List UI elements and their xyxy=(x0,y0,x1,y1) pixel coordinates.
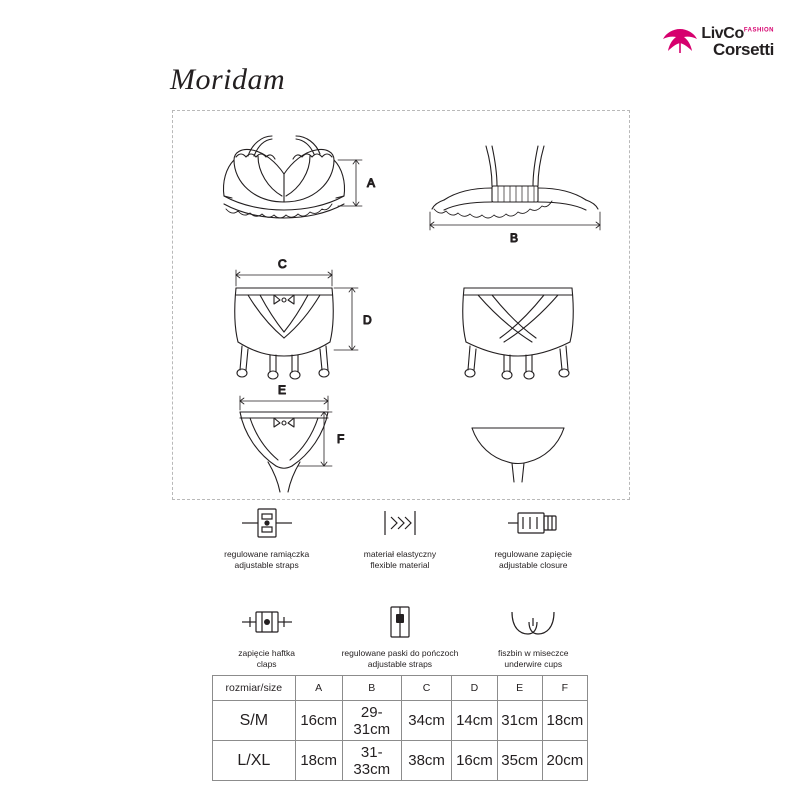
size-label: L/XL xyxy=(213,741,296,781)
bra-back-view xyxy=(432,146,598,218)
table-cell: 34cm xyxy=(401,701,451,741)
feature-caption: regulowane zapięcie adjustable closure xyxy=(494,549,572,571)
thong-back-view xyxy=(472,428,564,482)
table-cell: 18cm xyxy=(542,701,587,741)
product-title: Moridam xyxy=(170,63,286,96)
feature-caption: regulowane ramiączka adjustable straps xyxy=(224,549,310,571)
table-header-cell: D xyxy=(452,676,497,701)
feature-clasps xyxy=(200,602,333,671)
table-cell: 16cm xyxy=(295,701,342,741)
table-cell: 18cm xyxy=(295,741,342,781)
table-cell: 16cm xyxy=(452,741,497,781)
feature-caption: materiał elastyczny flexible material xyxy=(363,549,437,571)
table-header-cell: rozmiar/size xyxy=(213,676,296,701)
bra-front-view xyxy=(223,136,344,218)
size-table xyxy=(212,675,588,781)
feature-caption: regulowane paski do pończoch adjustable straps xyxy=(341,647,459,670)
adjustable-garter-straps-icon xyxy=(371,602,429,642)
features-section xyxy=(200,503,600,671)
features-row-2 xyxy=(200,602,600,671)
feature-caption: zapięcie haftka claps xyxy=(238,647,295,670)
clasps-icon xyxy=(238,602,296,642)
feature-adjustable-closure xyxy=(467,503,600,572)
thong-front-view xyxy=(240,412,328,492)
dimension-label-d: D xyxy=(363,313,372,327)
dimension-label-a: A xyxy=(367,176,376,190)
feature-flexible-material xyxy=(333,503,466,572)
brand-superscript: FASHION xyxy=(743,27,774,34)
table-cell: 14cm xyxy=(452,701,497,741)
product-diagrams xyxy=(172,110,628,498)
feature-adjustable-straps xyxy=(200,503,333,572)
feature-underwire-cups xyxy=(467,602,600,671)
table-header-cell: C xyxy=(401,676,451,701)
table-cell: 35cm xyxy=(497,741,542,781)
table-row xyxy=(213,741,588,781)
table-row xyxy=(213,701,588,741)
table-header-row xyxy=(213,676,588,701)
garter-belt-front-view xyxy=(235,288,334,379)
adjustable-straps-icon xyxy=(238,503,296,543)
table-header-cell: B xyxy=(342,676,401,701)
table-header-cell: E xyxy=(497,676,542,701)
underwire-cups-icon xyxy=(504,602,562,642)
features-row-1 xyxy=(200,503,600,572)
table-cell: 31-33cm xyxy=(342,741,401,781)
adjustable-closure-icon xyxy=(504,503,562,543)
feature-caption: fiszbin w miseczce underwire cups xyxy=(498,647,569,670)
table-cell: 38cm xyxy=(401,741,451,781)
dimension-label-f: F xyxy=(337,432,345,446)
table-header-cell: A xyxy=(295,676,342,701)
brand-name-line2: Corsetti xyxy=(712,40,774,60)
garter-belt-back-view xyxy=(463,288,574,379)
brand-logo xyxy=(654,26,774,72)
table-cell: 20cm xyxy=(542,741,587,781)
feature-adjustable-garter-straps xyxy=(333,602,466,671)
brand-name-line1: LivCo$^{FASHION}$ xyxy=(701,25,774,42)
table-cell: 31cm xyxy=(497,701,542,741)
dimension-label-b: B xyxy=(510,231,519,245)
dimension-label-c: C xyxy=(278,257,287,271)
dimension-label-e: E xyxy=(278,383,287,397)
corset-logo-mark-icon xyxy=(660,28,700,54)
size-label: S/M xyxy=(213,701,296,741)
table-cell: 29-31cm xyxy=(342,701,401,741)
flexible-material-icon xyxy=(371,503,429,543)
table-header-cell: F xyxy=(542,676,587,701)
